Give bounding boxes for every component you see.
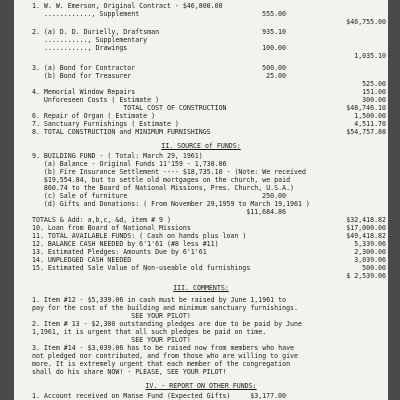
line-text: 7. Sanctuary Furnishings ( Estimate ) [32, 120, 179, 128]
funds-line [14, 272, 388, 281]
line-total: 1,035.10 [354, 52, 386, 60]
line-text: (d) Gifts and Donations: ( From November 29,1959 to March 19,1961 ) [32, 200, 310, 208]
line-text: (a) Balance - Original Funds 11'159 - 1,738.86 [32, 160, 227, 168]
line-amount: $11,684.86 [246, 208, 286, 216]
line-amount: $3,177.00 [250, 392, 286, 400]
line-total: $17,000.00 [346, 224, 386, 232]
line-text: TOTAL COST OF CONSTRUCTION [32, 104, 227, 112]
line-total: 2,300.00 [354, 248, 386, 256]
section-title-comments: III. COMMENTS: [173, 284, 229, 292]
cost-line [14, 128, 388, 137]
line-total: 3,039.06 [354, 256, 386, 264]
comment-line [14, 368, 388, 377]
line-text: 14. UNPLEDGED CASH NEEDED [32, 256, 132, 264]
cost-line [14, 18, 388, 27]
line-text: 9. BUILDING FUND - ( Total: March 29, 1961) [32, 152, 203, 160]
line-text: 11. TOTAL AVAILABLE FUNDS: ( Cash on hands plus loan ) [32, 232, 247, 240]
line-text: not pledged nor contributed, and from those who are willing to give [32, 352, 298, 360]
line-text: SEE YOUR PILOT! [32, 336, 191, 344]
line-text: $19,554.84, but to settle old mortgages on the church, we paid [32, 176, 291, 184]
line-total: 151.00 [362, 88, 386, 96]
line-text: (c) Sale of furniture [32, 192, 128, 200]
line-total: 1,500.00 [354, 112, 386, 120]
section-title-other-funds: IV. - REPORT ON OTHER FUNDS: [145, 382, 257, 390]
line-amount: 100.00 [262, 44, 286, 52]
document-page [14, 0, 388, 400]
line-amount: 935.10 [262, 28, 286, 36]
line-text: 12. BALANCE CASH NEEDED by 6'1'61 (#8 less #11) [32, 240, 219, 248]
line-text: TOTALS & Add: a,b,c, &d, item # 9 ) [32, 216, 171, 224]
line-text: 8. TOTAL CONSTRUCTION and MINIMUM FURNISHINGS [32, 128, 211, 136]
line-text: shall do his share NOW! - PLEASE, SEE YOUR PILOT! [32, 368, 227, 376]
other-funds-line [14, 392, 388, 400]
line-text: 1. Item #12 - $5,339.06 in cash must be raised by June 1,1961 to [32, 296, 287, 304]
line-text: 10. Loan from Board of National Missions [32, 224, 191, 232]
line-total: 500.00 [362, 264, 386, 272]
line-total: 300.00 [362, 96, 386, 104]
line-total: 525.00 [362, 80, 386, 88]
line-total: $46,755.00 [346, 18, 386, 26]
line-text: 2. Item # 13 - $2,300 outstanding pledges are due to be paid by June [32, 320, 302, 328]
line-text: 2. (a) D. D. Durielly, Draftsman [32, 28, 160, 36]
line-text: more. It is extremely urgent that each member of the congregation [32, 360, 291, 368]
line-amount: 500.00 [262, 64, 286, 72]
line-text: ............, Supplement [32, 10, 140, 18]
line-text: ..........., Supplementary [32, 36, 148, 44]
line-total: $48,746.10 [346, 104, 386, 112]
line-text: 1. W. W. Emerson, Original Contract - $46,800.00 [32, 2, 223, 10]
line-amount: 555.00 [262, 10, 286, 18]
line-text: Unforeseen Costs ( Estimate ) [32, 96, 160, 104]
line-text: SEE YOUR PILOT! [32, 312, 191, 320]
cost-line [14, 52, 388, 61]
line-total: $32,418.82 [346, 216, 386, 224]
line-text: 860.74 to the Board of National Missions, Pres. Church, U.S.A.) [32, 184, 295, 192]
line-text: 1. Account received on Manse Fund (Expected Gifts) [32, 392, 231, 400]
line-total: $ 2,539.06 [346, 272, 386, 280]
line-text: 13. Estimated Pledges: Amounts Due by 6'1'61 [32, 248, 207, 256]
line-total: $49,418.82 [346, 232, 386, 240]
line-total: $54,757.88 [346, 128, 386, 136]
section-title-source-of-funds: II. SOURCE of FUNDS: [161, 142, 241, 150]
line-text: 6. Repair of Organ ( Estimate ) [32, 112, 156, 120]
line-text: 4. Memorial Window Repairs [32, 88, 136, 96]
line-text: 15. Estimated Sale Value of Non-useable old furnishings [32, 264, 251, 272]
line-text: 3. Item #14 - $3,039.06 has to be raised now from members who have [32, 344, 295, 352]
line-text: 1,1961, it is urgent that all such pledges be paid on time. [32, 328, 267, 336]
line-text: ..........., Drawings [32, 44, 128, 52]
line-text: 3. (a) Bond for Contractor [32, 64, 136, 72]
line-text: pay for the cost of the building and minimum sanctuary furnishings. [32, 304, 298, 312]
line-amount: 250.00 [262, 192, 286, 200]
line-total: 5,339.06 [354, 240, 386, 248]
line-total: 4,511.70 [354, 120, 386, 128]
line-text: (b) Bond for Treasurer [32, 72, 132, 80]
line-amount: 25.00 [266, 72, 286, 80]
line-text: (b) Fire Insurance Settlement ---- $18,735.10 - (Note: We received [32, 168, 306, 176]
